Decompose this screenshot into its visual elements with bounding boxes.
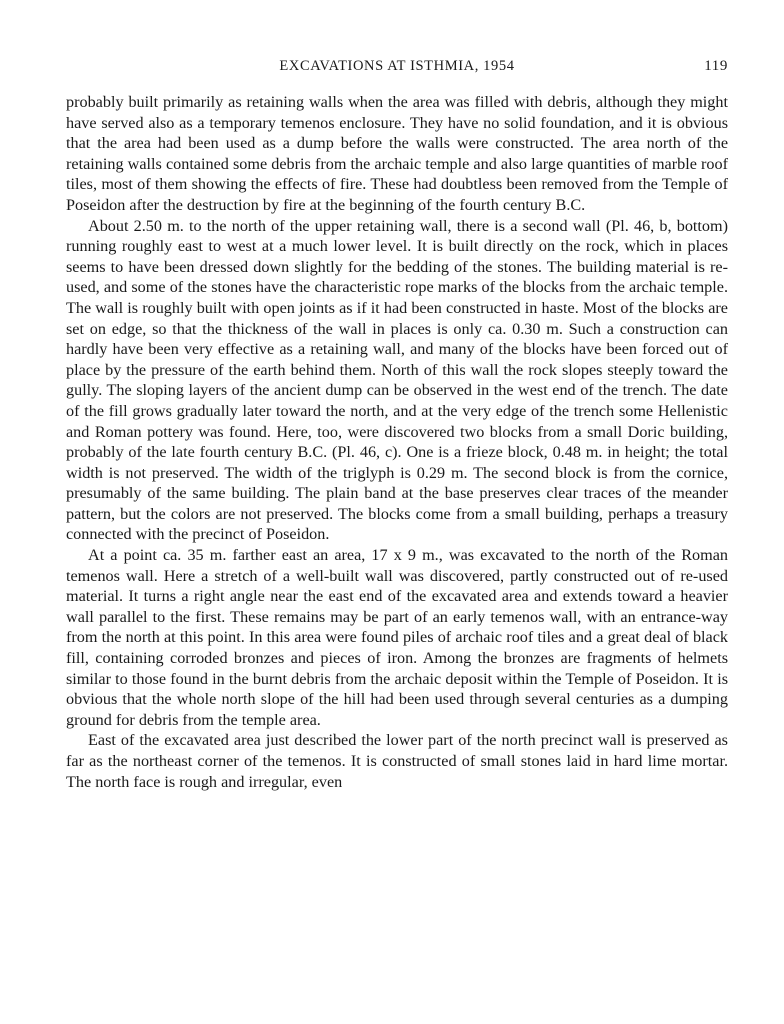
paragraph-3: At a point ca. 35 m. farther east an area, 17 x 9 m., was excavated to the north of the Roman temenos wall. Here a stretch of a well-built wall was discovered, partly constructed out of re-used material. It turns a right angle near the east end of the excavated area and extends toward a heavier wall parallel to the first. These remains may be part of an early temenos wall, with an entrance-way from the north at this point. In this area were found piles of archaic roof tiles and a great deal of black fill, containing corroded bronzes and pieces of iron. Among the bronzes are fragments of helmets similar to those found in the burnt debris from the archaic deposit within the Temple of Poseidon. It is obvious that the whole north slope of the hill had been used through several centuries as a dumping ground for debris from the temple area. (66, 546, 728, 729)
running-title: EXCAVATIONS AT ISTHMIA, 1954 (279, 58, 515, 74)
page (66, 58, 728, 792)
paragraph-1: probably built primarily as retaining walls when the area was filled with debris, although they might have served also as a temporary temenos enclosure. They have no solid foundation, and it is obvious that the area had been used as a dump before the walls were constructed. The area north of the retaining walls contained some debris from the archaic temple and also large quantities of marble roof tiles, most of them showing the effects of fire. These had doubtless been removed from the Temple of Poseidon after the destruction by fire at the beginning of the fourth century B.C. (66, 93, 728, 214)
paragraph-4: East of the excavated area just described the lower part of the north precinct wall is preserved as far as the northeast corner of the temenos. It is constructed of small stones laid in hard lime mortar. The north face is rough and irregular, even (66, 731, 728, 791)
page-number: 119 (704, 58, 728, 74)
paragraph-2: About 2.50 m. to the north of the upper retaining wall, there is a second wall (Pl. 46, b, bottom) running roughly east to west at a much lower level. It is built directly on the rock, which in places seems to have been dressed down slightly for the bedding of the stones. The building material is re-used, and some of the stones have the characteristic rope marks of the blocks from the archaic temple. The wall is roughly built with open joints as if it had been constructed in haste. Most of the blocks are set on edge, so that the thickness of the wall in places is only ca. 0.30 m. Such a construction can hardly have been very effective as a retaining wall, and many of the blocks have been forced out of place by the pressure of the earth behind them. North of this wall the rock slopes steeply toward the gully. The sloping layers of the ancient dump can be observed in the west end of the trench. The date of the fill grows gradually later toward the north, and at the very edge of the trench some Hellenistic and Roman pottery was found. Here, too, were discovered two blocks from a small Doric building, probably of the late fourth century B.C. (Pl. 46, c). One is a frieze block, 0.48 m. in height; the total width is not preserved. The width of the triglyph is 0.29 m. The second block is from the cornice, presumably of the same building. The plain band at the base preserves clear traces of the meander pattern, but the colors are not preserved. The blocks come from a small building, perhaps a treasury connected with the precinct of Poseidon. (66, 216, 728, 544)
running-head (66, 58, 728, 80)
body-text (66, 92, 728, 792)
